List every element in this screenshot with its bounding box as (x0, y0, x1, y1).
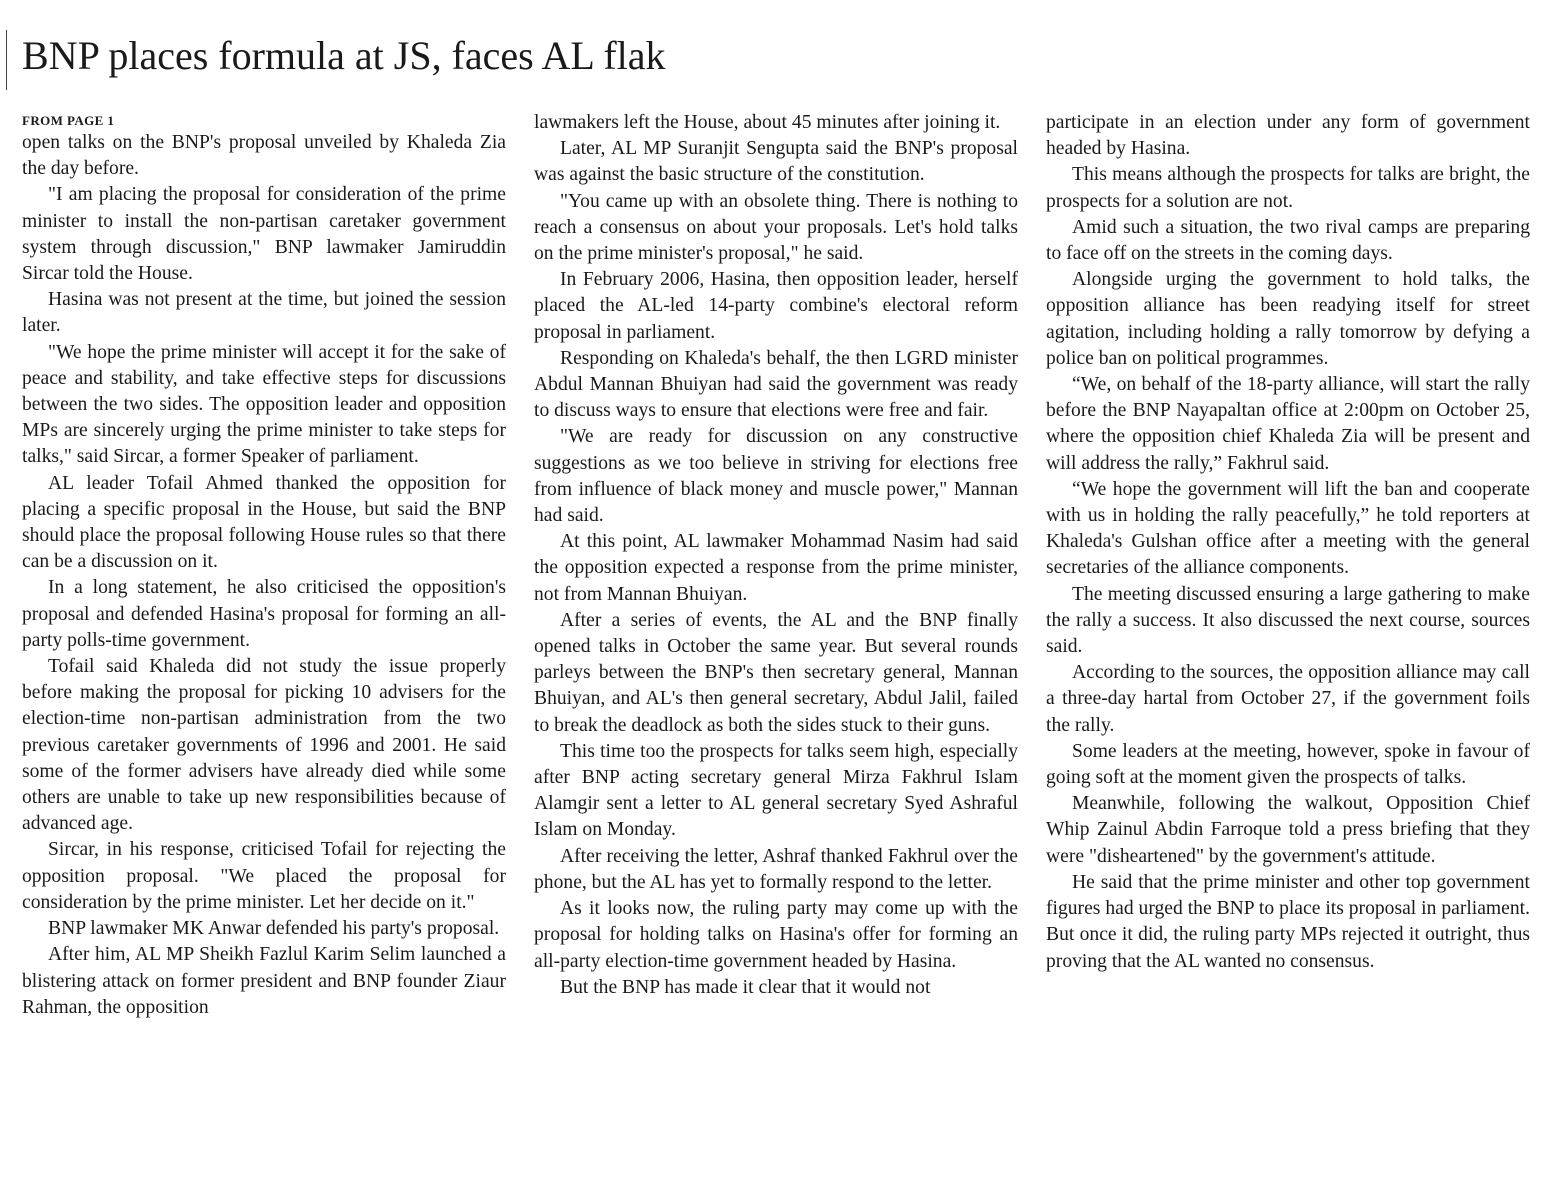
paragraph: Responding on Khaleda's behalf, the then LGRD minister Abdul Mannan Bhuiyan had said the government was ready to discuss ways to ensure that elections were free and fair. (534, 347, 1018, 422)
paragraph: In February 2006, Hasina, then opposition leader, herself placed the AL-led 14-party combine's electoral reform proposal in parliament. (534, 269, 1018, 343)
paragraph: This means although the prospects for talks are bright, the prospects for a solution are not. (1046, 164, 1530, 212)
paragraph: “We hope the government will lift the ban and cooperate with us in holding the rally peacefully,” he told reporters at Khaleda's Gulshan office after a meeting with the general secretaries of the alliance components. (1046, 478, 1530, 579)
paragraph: participate in an election under any form of government headed by Hasina. (1046, 112, 1530, 160)
paragraph: According to the sources, the opposition alliance may call a three-day hartal from October 27, if the government foils the rally. (1046, 662, 1530, 736)
column-3 (1046, 110, 1530, 1190)
paragraph: After a series of events, the AL and the BNP finally opened talks in October the same year. But several rounds parleys between the BNP's then secretary general, Mannan Bhuiyan, and AL's then general secretary, Abdul Jalil, failed to break the deadlock as both the sides stuck to their guns. (534, 609, 1018, 736)
kicker-from-page: FROM PAGE 1 (22, 113, 115, 128)
paragraph: But the BNP has made it clear that it would not (560, 976, 931, 998)
paragraph: This time too the prospects for talks seem high, especially after BNP acting secretary general Mirza Fakhrul Islam Alamgir sent a letter to AL general secretary Syed Ashraful Islam on Monday. (534, 740, 1018, 841)
paragraph: BNP lawmaker MK Anwar defended his party's proposal. (48, 918, 500, 940)
paragraph: After him, AL MP Sheikh Fazlul Karim Selim launched a blistering attack on former president and BNP founder Ziaur Rahman, the opposition (22, 944, 506, 1018)
column-1 (22, 110, 506, 1190)
paragraph: "You came up with an obsolete thing. There is nothing to reach a consensus on about your proposals. Let's hold talks on the prime minister's proposal," he said. (534, 190, 1018, 265)
paragraph: He said that the prime minister and other top government figures had urged the BNP to place its proposal in parliament. But once it did, the ruling party MPs rejected it outright, thus proving that the AL wanted no consensus. (1046, 871, 1530, 972)
paragraph: "I am placing the proposal for consideration of the prime minister to install the non-partisan caretaker government system through discussion," BNP lawmaker Jamiruddin Sircar told the House. (22, 184, 506, 285)
paragraph: The meeting discussed ensuring a large gathering to make the rally a success. It also discussed the next course, sources said. (1046, 583, 1530, 658)
headline: BNP places formula at JS, faces AL flak (22, 33, 666, 78)
paragraph: "We are ready for discussion on any constructive suggestions as we too believe in striving for elections free from influence of black money and muscle power," Mannan had said. (534, 426, 1018, 527)
article-body (22, 110, 1530, 1190)
column-2 (534, 110, 1018, 1190)
paragraph: Hasina was not present at the time, but joined the session later. (22, 289, 506, 337)
paragraph: At this point, AL lawmaker Mohammad Nasim had said the opposition expected a response from the prime minister, not from Mannan Bhuiyan. (534, 531, 1018, 605)
paragraph: After receiving the letter, Ashraf thanked Fakhrul over the phone, but the AL has yet to formally respond to the letter. (534, 845, 1018, 893)
paragraph: Tofail said Khaleda did not study the issue properly before making the proposal for picking 10 advisers for the election-time non-partisan administration from the two previous caretaker governments of 1996 and 2001. He said some of the former advisers have already died while some others are unable to take up new responsibilities because of advanced age. (22, 656, 506, 835)
left-column-rule (6, 30, 7, 90)
paragraph: In a long statement, he also criticised the opposition's proposal and defended Hasina's proposal for forming an all-party polls-time government. (22, 577, 506, 651)
paragraph: Sircar, in his response, criticised Tofail for rejecting the opposition proposal. "We placed the proposal for consideration by the prime minister. Let her decide on it." (22, 839, 506, 913)
paragraph: "We hope the prime minister will accept it for the sake of peace and stability, and take effective steps for discussions between the two sides. The opposition leader and opposition MPs are sincerely urging the prime minister to take steps for talks," said Sircar, a former Speaker of parliament. (22, 341, 506, 468)
paragraph: Meanwhile, following the walkout, Opposition Chief Whip Zainul Abdin Farroque told a press briefing that they were "disheartened" by the government's attitude. (1046, 793, 1530, 867)
paragraph: Later, AL MP Suranjit Sengupta said the BNP's proposal was against the basic structure of the constitution. (534, 138, 1018, 186)
paragraph: open talks on the BNP's proposal unveiled by Khaleda Zia the day before. (22, 132, 506, 180)
paragraph: “We, on behalf of the 18-party alliance, will start the rally before the BNP Nayapaltan office at 2:00pm on October 25, where the opposition chief Khaleda Zia will be present and will address the rally,” Fakhrul said. (1046, 374, 1530, 474)
paragraph: Alongside urging the government to hold talks, the opposition alliance has been readying itself for street agitation, including holding a rally tomorrow by defying a police ban on political programmes. (1046, 269, 1530, 369)
paragraph: lawmakers left the House, about 45 minutes after joining it. (534, 112, 1001, 133)
paragraph: AL leader Tofail Ahmed thanked the opposition for placing a specific proposal in the House, but said the BNP should place the proposal following House rules so that there can be a discussion on it. (22, 472, 506, 573)
paragraph: Some leaders at the meeting, however, spoke in favour of going soft at the moment given the prospects of talks. (1046, 740, 1530, 789)
paragraph: As it looks now, the ruling party may come up with the proposal for holding talks on Hasina's offer for forming an all-party election-time government headed by Hasina. (534, 898, 1018, 972)
paragraph: Amid such a situation, the two rival camps are preparing to face off on the streets in the coming days. (1046, 216, 1530, 265)
